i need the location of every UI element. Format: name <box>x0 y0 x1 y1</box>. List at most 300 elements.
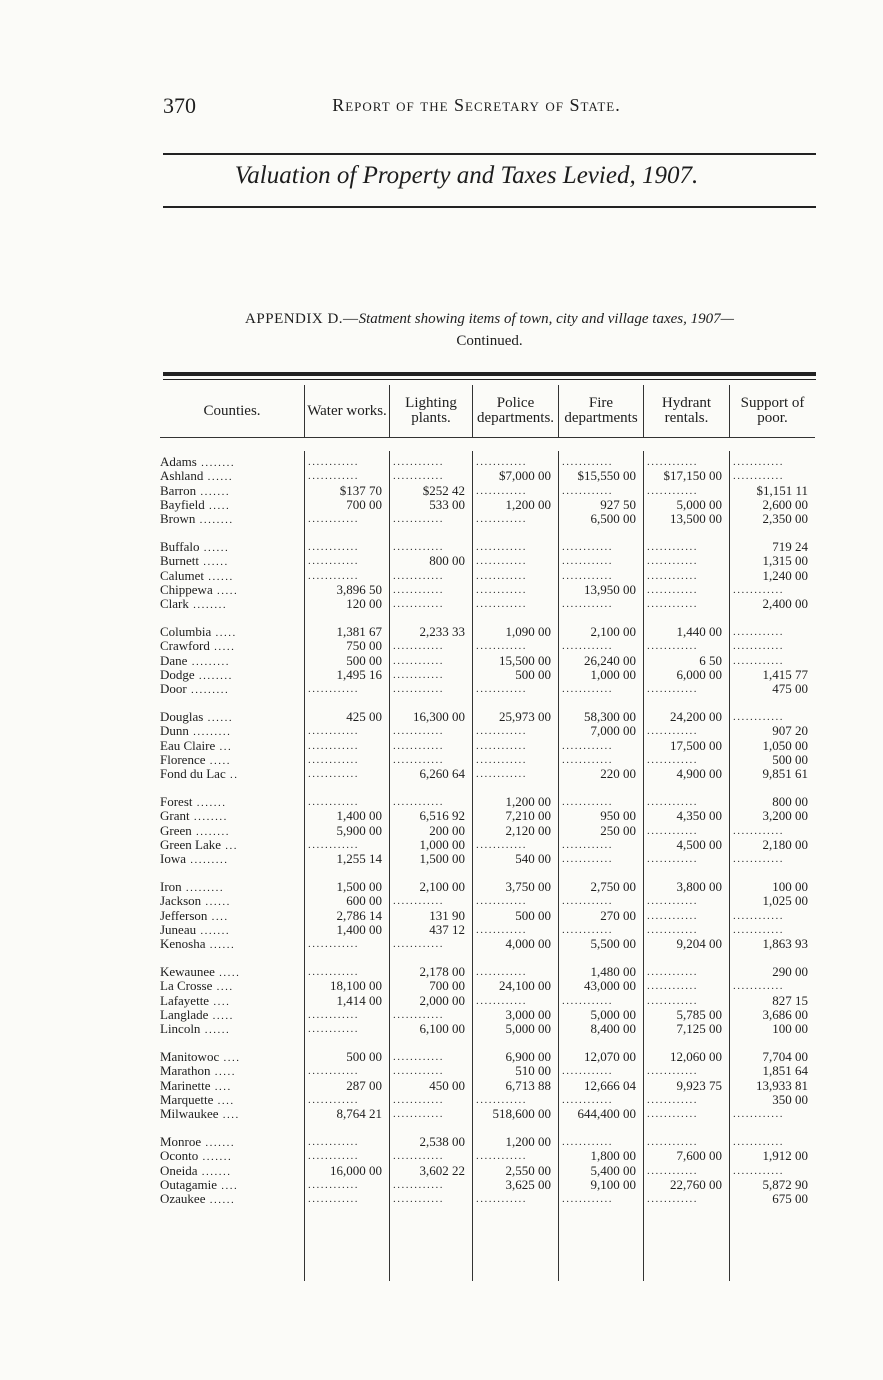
table-cell: 2,350 00 <box>762 511 808 527</box>
county-name: Kenosha ...... <box>160 936 236 952</box>
county-name: La Crosse .... <box>160 978 234 994</box>
table-cell: 1,400 00 <box>336 808 382 824</box>
table-cell: 16,300 00 <box>413 709 465 724</box>
dot-leader: ....... <box>198 1151 233 1164</box>
county-name: Burnett ...... <box>160 553 229 569</box>
table-cell: 1,381 67 <box>336 624 382 639</box>
table-cell: 8,764 21 <box>336 1106 382 1122</box>
county-name: Crawford ..... <box>160 638 236 654</box>
table-cell: 2,178 00 <box>419 964 465 979</box>
empty-cell-leader: ............ <box>308 513 359 526</box>
dot-leader: ..... <box>208 1009 234 1022</box>
table-cell: 500 00 <box>346 652 382 668</box>
empty-cell-leader: ............ <box>562 853 613 866</box>
empty-cell-leader: ............ <box>647 725 698 738</box>
empty-cell-leader: ............ <box>393 583 444 596</box>
table-cell: 5,785 00 <box>676 1006 722 1022</box>
county-name: Iowa ......... <box>160 851 229 867</box>
empty-cell-leader: ............ <box>476 725 527 738</box>
empty-cell-leader: ............ <box>308 966 359 978</box>
dot-leader: ........ <box>191 825 231 838</box>
empty-cell-leader: ............ <box>308 1065 359 1078</box>
table-cell: 1,000 00 <box>590 666 636 682</box>
table-cell: 3,200 00 <box>762 808 808 824</box>
table-cell: 4,500 00 <box>676 836 722 852</box>
table-cell: 950 00 <box>600 808 636 824</box>
empty-cell-leader: ............ <box>308 541 359 553</box>
empty-cell-leader: ............ <box>647 1193 698 1206</box>
empty-cell-leader: ............ <box>393 895 444 908</box>
column-hydrant-rentals <box>644 451 730 1281</box>
table-cell: 12,060 00 <box>670 1049 722 1064</box>
table-cell: 24,100 00 <box>499 978 551 994</box>
table-cell: 1,800 00 <box>590 1148 636 1164</box>
county-name: Dane ......... <box>160 652 230 668</box>
empty-cell-leader: ............ <box>562 1193 613 1206</box>
table-cell: 2,100 00 <box>419 879 465 894</box>
table-cell: 220 00 <box>600 766 636 782</box>
dot-leader: ...... <box>199 556 229 569</box>
table-cell: 6,000 00 <box>676 666 722 682</box>
table-cell: 800 00 <box>429 553 465 569</box>
table-cell: 120 00 <box>346 596 382 612</box>
table-cell: 500 00 <box>515 907 551 923</box>
empty-cell-leader: ............ <box>308 1150 359 1163</box>
county-name: Columbia ..... <box>160 624 237 639</box>
empty-cell-leader: ............ <box>562 598 613 611</box>
table-cell: 6,900 00 <box>505 1049 551 1064</box>
column-support-of-poor <box>730 451 815 1281</box>
empty-cell-leader: ............ <box>647 1065 698 1078</box>
empty-cell-leader: ............ <box>476 994 527 1007</box>
table-cell: 18,100 00 <box>330 978 382 994</box>
table-cell: 8,400 00 <box>590 1021 636 1037</box>
dot-leader: ...... <box>205 939 236 952</box>
empty-cell-leader: ............ <box>562 753 613 766</box>
empty-cell-leader: ............ <box>308 1193 359 1206</box>
table-cell: 2,538 00 <box>419 1134 465 1149</box>
empty-cell-leader: ............ <box>308 1008 359 1021</box>
empty-cell-leader: ............ <box>562 838 613 851</box>
dot-leader: ..... <box>212 584 239 597</box>
county-name: Jackson ...... <box>160 893 231 909</box>
empty-cell-leader: ............ <box>393 725 444 738</box>
appendix-lead: APPENDIX D.— <box>245 311 359 327</box>
table-cell: 5,900 00 <box>336 822 382 838</box>
empty-cell-leader: ............ <box>562 569 613 582</box>
column-water-works <box>305 451 390 1281</box>
table-cell: 2,550 00 <box>505 1162 551 1178</box>
dot-leader: ...... <box>205 1194 236 1207</box>
table-header <box>160 385 815 438</box>
table-cell: $17,150 00 <box>663 468 722 484</box>
county-name: Grant ........ <box>160 808 228 824</box>
table-cell: 1,500 00 <box>336 879 382 894</box>
column-header-counties: Counties. <box>160 385 305 437</box>
empty-cell-leader: ............ <box>562 640 613 653</box>
empty-cell-leader: ............ <box>562 1065 613 1078</box>
table-top-rule <box>163 372 816 376</box>
table-cell: 3,750 00 <box>505 879 551 894</box>
table-cell: 3,602 22 <box>419 1162 465 1178</box>
empty-cell-leader: ............ <box>308 796 359 808</box>
county-name: Ashland ...... <box>160 468 234 484</box>
dot-leader: ...... <box>200 1024 231 1037</box>
empty-cell-leader: ............ <box>393 1193 444 1206</box>
table-cell: 700 00 <box>346 496 382 512</box>
column-lighting-plants <box>390 451 473 1281</box>
empty-cell-leader: ............ <box>647 484 698 497</box>
table-cell: 350 00 <box>772 1091 808 1107</box>
county-name: Brown ........ <box>160 511 234 527</box>
empty-cell-leader: ............ <box>393 1051 444 1063</box>
table-cell: 6 50 <box>699 652 722 668</box>
county-name: Douglas ...... <box>160 709 234 724</box>
empty-cell-leader: ............ <box>393 938 444 951</box>
empty-cell-leader: ............ <box>647 824 698 837</box>
table-cell: 425 00 <box>346 709 382 724</box>
empty-cell-leader: ............ <box>393 654 444 667</box>
dot-leader: ........ <box>195 514 234 527</box>
table-cell: 644,400 00 <box>577 1106 636 1122</box>
county-name: Outagamie .... <box>160 1176 239 1192</box>
dot-leader: .... <box>218 1109 240 1122</box>
table-cell: 9,851 61 <box>762 766 808 782</box>
table-cell: 1,912 00 <box>762 1148 808 1164</box>
county-name: Dunn ......... <box>160 723 232 739</box>
dot-leader: ..... <box>205 754 231 767</box>
empty-cell-leader: ............ <box>393 1108 444 1121</box>
table-cell: 7,210 00 <box>505 808 551 824</box>
empty-cell-leader: ............ <box>647 1093 698 1106</box>
table-cell: 3,625 00 <box>505 1176 551 1192</box>
column-header-water-works: Water works. <box>305 385 390 437</box>
empty-cell-leader: ............ <box>647 569 698 582</box>
table-cell: 1,050 00 <box>762 737 808 753</box>
table-cell: 6,260 64 <box>419 766 465 782</box>
table-cell: 1,200 00 <box>505 496 551 512</box>
table-cell: 1,414 00 <box>336 992 382 1008</box>
empty-cell-leader: ............ <box>476 555 527 568</box>
table-cell: 6,713 88 <box>505 1077 551 1093</box>
table-cell: $252 42 <box>422 482 465 498</box>
table-cell: 2,180 00 <box>762 836 808 852</box>
table-cell: 827 15 <box>772 992 808 1008</box>
empty-cell-leader: ............ <box>308 838 359 851</box>
table-cell: 1,495 16 <box>336 666 382 682</box>
table-cell: 540 00 <box>515 851 551 867</box>
table-cell: 6,100 00 <box>419 1021 465 1037</box>
empty-cell-leader: ............ <box>562 1093 613 1106</box>
table-body <box>160 438 815 1281</box>
page-number: 370 <box>163 93 196 118</box>
table-cell: 6,516 92 <box>419 808 465 824</box>
county-name: Marathon ..... <box>160 1063 237 1079</box>
table-cell: 4,350 00 <box>676 808 722 824</box>
empty-cell-leader: ............ <box>393 796 444 808</box>
dot-leader: ....... <box>192 797 227 809</box>
empty-cell-leader: ............ <box>476 753 527 766</box>
table-cell: 250 00 <box>600 822 636 838</box>
empty-cell-leader: ............ <box>393 668 444 681</box>
table-cell: 2,120 00 <box>505 822 551 838</box>
table-cell: 25,973 00 <box>499 709 551 724</box>
table-cell: 5,400 00 <box>590 1162 636 1178</box>
running-title: Report of the Secretary of State. <box>332 95 621 115</box>
table-cell: 100 00 <box>772 1021 808 1037</box>
table-cell: 2,000 00 <box>419 992 465 1008</box>
table-cell: 510 00 <box>515 1063 551 1079</box>
empty-cell-leader: ............ <box>562 923 613 936</box>
appendix-description: Statment showing items of town, city and village taxes, 1907— <box>358 311 734 327</box>
dot-leader: ........ <box>188 599 228 612</box>
county-name: Clark ........ <box>160 596 228 612</box>
table-cell: 1,200 00 <box>505 1134 551 1149</box>
empty-cell-leader: ............ <box>733 583 784 596</box>
empty-cell-leader: ............ <box>733 470 784 483</box>
empty-cell-leader: ............ <box>308 569 359 582</box>
table-cell: 1,500 00 <box>419 851 465 867</box>
empty-cell-leader: ............ <box>647 640 698 653</box>
empty-cell-leader: ............ <box>647 853 698 866</box>
empty-cell-leader: ............ <box>647 923 698 936</box>
empty-cell-leader: ............ <box>308 555 359 568</box>
table-cell: 1,025 00 <box>762 893 808 909</box>
empty-cell-leader: ............ <box>393 683 444 696</box>
table-cell: 7,600 00 <box>676 1148 722 1164</box>
empty-cell-leader: ............ <box>647 1136 698 1148</box>
county-name: Langlade ..... <box>160 1006 234 1022</box>
county-name: Oconto ....... <box>160 1148 233 1164</box>
dot-leader: ..... <box>209 641 236 654</box>
dot-leader: .... <box>217 1179 239 1192</box>
empty-cell-leader: ............ <box>476 456 527 468</box>
county-name: Dodge ........ <box>160 666 233 682</box>
table-cell: 17,500 00 <box>670 737 722 753</box>
dot-leader: ........ <box>194 669 233 682</box>
empty-cell-leader: ............ <box>393 598 444 611</box>
empty-cell-leader: ............ <box>562 555 613 568</box>
empty-cell-leader: ............ <box>393 753 444 766</box>
empty-cell-leader: ............ <box>476 569 527 582</box>
column-header-hydrant-rentals: Hydrant rentals. <box>644 385 730 437</box>
dot-leader: ......... <box>188 726 232 739</box>
table-cell: 3,896 50 <box>336 581 382 597</box>
empty-cell-leader: ............ <box>393 1093 444 1106</box>
table-cell: 13,933 81 <box>756 1077 808 1093</box>
table-cell: 16,000 00 <box>330 1162 382 1178</box>
empty-cell-leader: ............ <box>647 598 698 611</box>
dot-leader: .... <box>213 1094 235 1107</box>
empty-cell-leader: ............ <box>647 683 698 696</box>
empty-cell-leader: ............ <box>562 683 613 696</box>
column-header-support-of-poor: Support of poor. <box>740 395 805 426</box>
empty-cell-leader: ............ <box>476 1150 527 1163</box>
county-name: Chippewa ..... <box>160 581 239 597</box>
dot-leader: ..... <box>211 627 237 639</box>
table-cell: 500 00 <box>772 751 808 767</box>
empty-cell-leader: ............ <box>647 583 698 596</box>
table-cell: 9,204 00 <box>676 936 722 952</box>
table-cell: 1,315 00 <box>762 553 808 569</box>
table-cell: 475 00 <box>772 681 808 697</box>
dot-leader: ......... <box>181 882 225 894</box>
county-name: Buffalo ...... <box>160 539 230 554</box>
county-name: Kewaunee ..... <box>160 964 241 979</box>
table-cell: 24,200 00 <box>670 709 722 724</box>
table-cell: 1,440 00 <box>676 624 722 639</box>
table-cell: 2,400 00 <box>762 596 808 612</box>
empty-cell-leader: ............ <box>308 683 359 696</box>
table-cell: 5,872 90 <box>762 1176 808 1192</box>
empty-cell-leader: ............ <box>476 484 527 497</box>
table-cell: 2,786 14 <box>336 907 382 923</box>
empty-cell-leader: ............ <box>476 966 527 978</box>
county-name: Juneau ....... <box>160 921 231 937</box>
table-cell: 7,125 00 <box>676 1021 722 1037</box>
table-cell: 12,666 04 <box>584 1077 636 1093</box>
empty-cell-leader: ............ <box>562 484 613 497</box>
dot-leader: ....... <box>197 1165 232 1178</box>
empty-cell-leader: ............ <box>308 725 359 738</box>
empty-cell-leader: ............ <box>647 541 698 553</box>
empty-cell-leader: ............ <box>476 739 527 752</box>
empty-cell-leader: ............ <box>733 654 784 667</box>
empty-cell-leader: ............ <box>476 768 527 781</box>
appendix-caption <box>163 308 816 352</box>
empty-cell-leader: ............ <box>393 1150 444 1163</box>
dot-leader: ...... <box>201 896 231 909</box>
county-name: Calumet ...... <box>160 567 234 583</box>
table-cell: 675 00 <box>772 1191 808 1207</box>
dot-leader: .... <box>219 1052 241 1064</box>
dot-leader: ......... <box>187 655 230 668</box>
empty-cell-leader: ............ <box>647 909 698 922</box>
dot-leader: ...... <box>204 570 234 583</box>
county-name: Lincoln ...... <box>160 1021 231 1037</box>
dot-leader: ....... <box>196 485 231 498</box>
county-name: Bayfield ..... <box>160 496 231 512</box>
table-cell: 131 90 <box>429 907 465 923</box>
title-top-rule <box>163 153 816 155</box>
table-cell: 1,240 00 <box>762 567 808 583</box>
table-cell: 2,100 00 <box>590 624 636 639</box>
county-name: Barron ....... <box>160 482 231 498</box>
table-cell: 907 20 <box>772 723 808 739</box>
county-name: Door ......... <box>160 681 230 697</box>
table-cell: 22,760 00 <box>670 1176 722 1192</box>
empty-cell-leader: ............ <box>562 994 613 1007</box>
dot-leader: .... <box>210 1080 232 1093</box>
empty-cell-leader: ............ <box>308 753 359 766</box>
dot-leader: .. <box>225 769 239 782</box>
empty-cell-leader: ............ <box>733 1136 784 1148</box>
empty-cell-leader: ............ <box>308 938 359 951</box>
table-cell: 518,600 00 <box>492 1106 551 1122</box>
table-cell: 533 00 <box>429 496 465 512</box>
dot-leader: ........ <box>196 457 236 469</box>
dot-leader: ....... <box>201 1137 236 1149</box>
county-name: Forest ....... <box>160 794 227 809</box>
table-cell: 7,704 00 <box>762 1049 808 1064</box>
empty-cell-leader: ............ <box>733 456 784 468</box>
empty-cell-leader: ............ <box>393 1065 444 1078</box>
dot-leader: ..... <box>214 967 241 979</box>
empty-cell-leader: ............ <box>476 923 527 936</box>
table-cell: 287 00 <box>346 1077 382 1093</box>
empty-cell-leader: ............ <box>733 711 784 723</box>
empty-cell-leader: ............ <box>476 1093 527 1106</box>
table-cell: 58,300 00 <box>584 709 636 724</box>
empty-cell-leader: ............ <box>647 1164 698 1177</box>
dot-leader: ......... <box>186 684 230 697</box>
empty-cell-leader: ............ <box>733 1164 784 1177</box>
empty-cell-leader: ............ <box>308 768 359 781</box>
table-cell: 12,070 00 <box>584 1049 636 1064</box>
empty-cell-leader: ............ <box>393 640 444 653</box>
appendix-continued: Continued. <box>456 333 523 349</box>
table-cell: 1,000 00 <box>419 836 465 852</box>
table-cell: 437 12 <box>429 921 465 937</box>
empty-cell-leader: ............ <box>733 923 784 936</box>
table-cell: 1,255 14 <box>336 851 382 867</box>
empty-cell-leader: ............ <box>393 513 444 526</box>
table-cell: $7,000 00 <box>499 468 551 484</box>
table-cell: 43,000 00 <box>584 978 636 994</box>
dot-leader: ........ <box>189 811 228 824</box>
county-name: Eau Claire ... <box>160 737 233 753</box>
table-cell: 800 00 <box>772 794 808 809</box>
empty-cell-leader: ............ <box>476 513 527 526</box>
column-header-police-departments: Police departments. <box>473 385 559 437</box>
county-name: Milwaukee .... <box>160 1106 240 1122</box>
table-cell: 1,863 93 <box>762 936 808 952</box>
empty-cell-leader: ............ <box>647 796 698 808</box>
table-cell: 200 00 <box>429 822 465 838</box>
table-cell: 100 00 <box>772 879 808 894</box>
county-name: Adams ........ <box>160 454 236 469</box>
table-cell: 26,240 00 <box>584 652 636 668</box>
empty-cell-leader: ............ <box>476 838 527 851</box>
county-name: Marquette .... <box>160 1091 235 1107</box>
table-cell: $137 70 <box>339 482 382 498</box>
table-cell: 2,750 00 <box>590 879 636 894</box>
county-name: Iron ......... <box>160 879 225 894</box>
table-cell: 450 00 <box>429 1077 465 1093</box>
empty-cell-leader: ............ <box>393 569 444 582</box>
county-name: Monroe ....... <box>160 1134 236 1149</box>
table-cell: 2,233 33 <box>419 624 465 639</box>
county-name: Marinette .... <box>160 1077 232 1093</box>
empty-cell-leader: ............ <box>308 1023 359 1036</box>
empty-cell-leader: ............ <box>393 739 444 752</box>
table-cell: 2,600 00 <box>762 496 808 512</box>
empty-cell-leader: ............ <box>647 966 698 978</box>
empty-cell-leader: ............ <box>308 739 359 752</box>
table-cell: 3,686 00 <box>762 1006 808 1022</box>
empty-cell-leader: ............ <box>308 1093 359 1106</box>
empty-cell-leader: ............ <box>476 640 527 653</box>
column-header-fire-departments: Fire departments <box>559 385 644 437</box>
tax-table <box>160 385 815 1281</box>
table-cell: 270 00 <box>600 907 636 923</box>
table-cell: 15,500 00 <box>499 652 551 668</box>
dot-leader: .... <box>209 995 231 1008</box>
table-cell: 5,000 00 <box>505 1021 551 1037</box>
empty-cell-leader: ............ <box>733 626 784 638</box>
column-header-lighting-plants: Lighting plants. <box>390 385 473 437</box>
empty-cell-leader: ............ <box>393 456 444 468</box>
